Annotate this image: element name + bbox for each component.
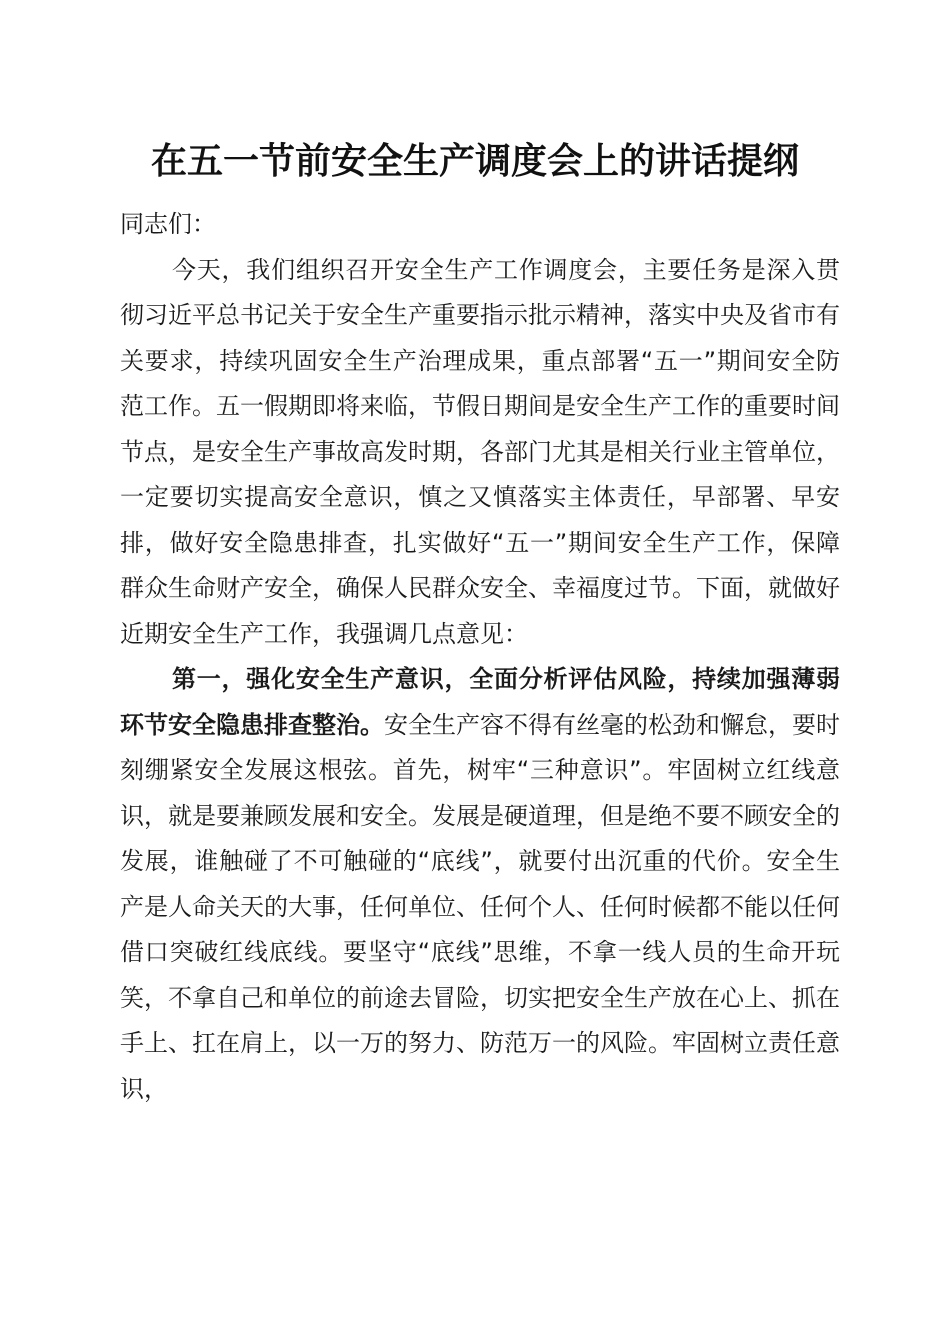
paragraph-first-point: [120, 657, 840, 1112]
paragraph-first-point-body: 安全生产容不得有丝毫的松劲和懈怠，要时刻绷紧安全发展这根弦。首先，树牢“三种意识”。牢固树立红线意识，就是要兼顾发展和安全。发展是硬道理，但是绝不要不顾安全的发展，谁触碰了不可触碰的“底线”，就要付出沉重的代价。安全生产是人命关天的大事，任何单位、任何个人、任何时候都不能以任何借口突破红线底线。要坚守“底线”思维，不拿一线人员的生命开玩笑，不拿自己和单位的前途去冒险，切实把安全生产放在心上、抓在手上、扛在肩上，以一万的努力、防范万一的风险。牢固树立责任意识，: [120, 710, 840, 1103]
document-title: 在五一节前安全生产调度会上的讲话提纲: [150, 140, 799, 182]
salutation: 同志们：: [120, 210, 216, 238]
paragraph-intro: 今天，我们组织召开安全生产工作调度会，主要任务是深入贯彻习近平总书记关于安全生产重要指示批示精神，落实中央及省市有关要求，持续巩固安全生产治理成果，重点部署“五一”期间安全防范工作。五一假期即将来临，节假日期间是安全生产工作的重要时间节点，是安全生产事故高发时期，各部门尤其是相关行业主管单位，一定要切实提高安全意识，慎之又慎落实主体责任，早部署、早安排，做好安全隐患排查，扎实做好“五一”期间安全生产工作，保障群众生命财产安全，确保人民群众安全、幸福度过节。下面，就做好近期安全生产工作，我强调几点意见：: [120, 255, 840, 648]
document-body: [120, 202, 840, 1112]
paragraph-lead-heading: 第一，强化安全生产意识，全面分析评估风险，持续加强薄弱环节安全隐患排查整治。: [120, 665, 840, 739]
